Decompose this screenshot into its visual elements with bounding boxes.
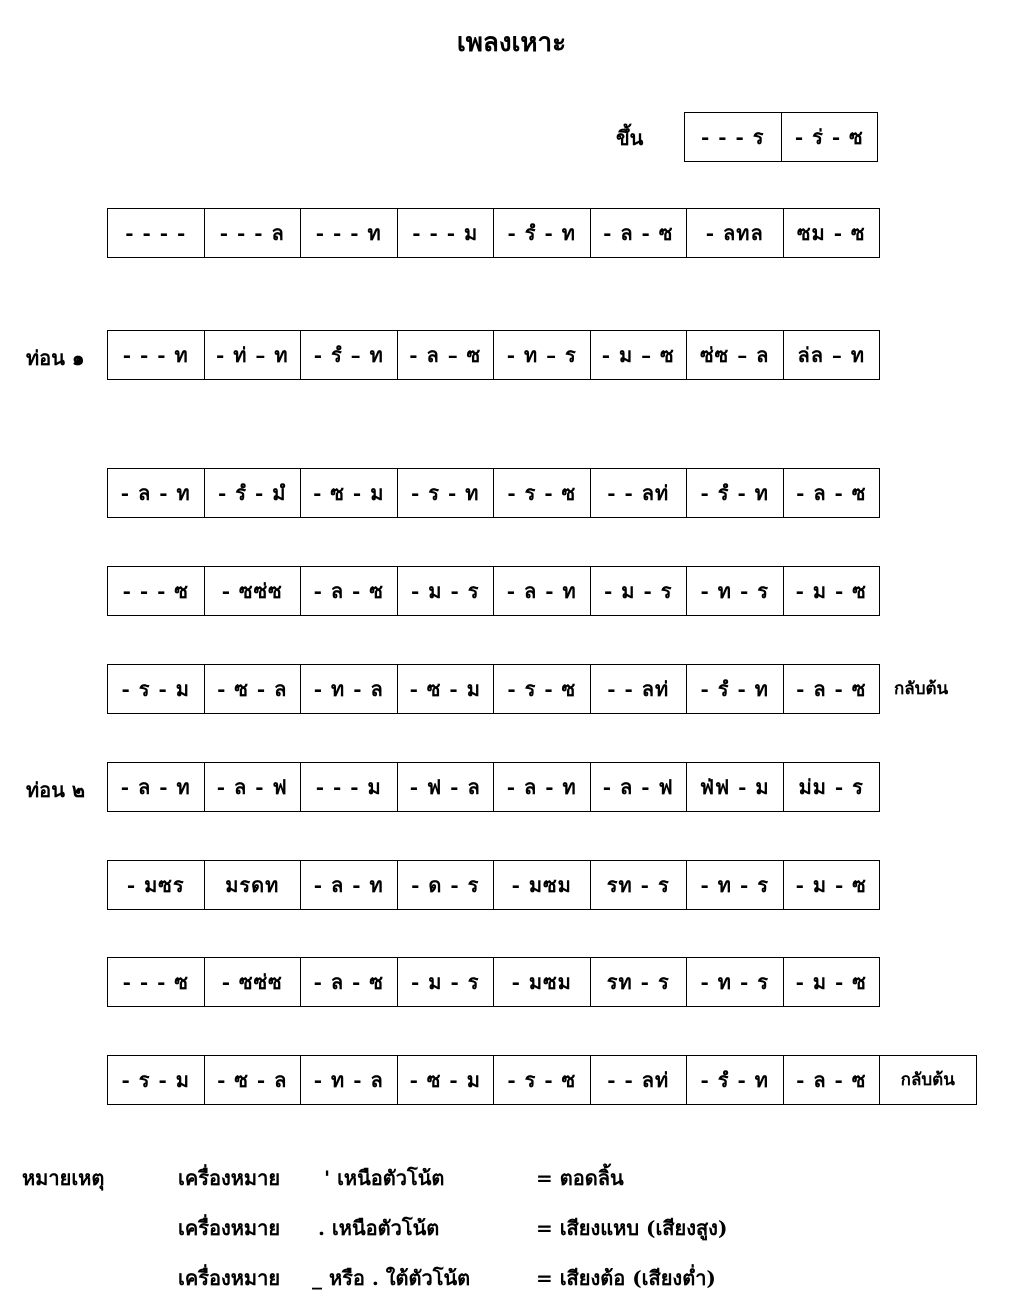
notation-cell: - ท - ร	[687, 861, 784, 910]
notation-cell: - ท - ร	[687, 567, 784, 616]
notation-cell: - ล - ซ	[784, 665, 881, 714]
notation-cell: - ล - ท	[494, 763, 591, 812]
notation-cell: - ด - ร	[398, 861, 495, 910]
notation-row	[107, 762, 880, 812]
note-term: เครื่องหมาย	[178, 1166, 281, 1190]
notes-heading: หมายเหตุ	[22, 1166, 105, 1190]
notation-cell: - ม - ร	[398, 958, 495, 1007]
note-meaning: = เสียงต้อ (เสียงต่ำ)	[536, 1266, 716, 1290]
notation-row	[107, 860, 880, 910]
notation-row	[107, 330, 880, 380]
notation-cell: - รํ - มํ	[205, 469, 302, 518]
intro-cell: - - - ร	[685, 113, 782, 162]
notation-cell: - ม – ซ	[591, 331, 688, 380]
notation-cell: - ล - ท	[494, 567, 591, 616]
notation-cell: - รํ – ท	[301, 331, 398, 380]
notation-row	[107, 468, 880, 518]
notation-cell: - มซร	[108, 861, 205, 910]
notation-cell: - ล - ท	[108, 763, 205, 812]
notation-cell: - ซ - ล	[205, 665, 302, 714]
notation-cell: - รํ - ท	[687, 1056, 784, 1105]
page-title: เพลงเหาะ	[456, 28, 567, 58]
notation-cell: ซม - ซ	[784, 209, 881, 258]
notation-cell: - ร - ม	[108, 665, 205, 714]
return-to-start-note: กลับต้น	[880, 1056, 977, 1105]
notation-cell: รท - ร	[591, 958, 688, 1007]
notation-cell: - ท - ล	[301, 665, 398, 714]
notation-cell: - ล - ฟ	[591, 763, 688, 812]
intro-cell: - ร่ - ซ	[782, 113, 879, 162]
notation-cell: - ล - ซ	[784, 1056, 881, 1105]
notation-cell: มรดท	[205, 861, 302, 910]
note-term: เครื่องหมาย	[178, 1216, 281, 1240]
note-symbol: ' เหนือตัวโน้ต	[324, 1166, 445, 1190]
notation-cell: - - - -	[108, 209, 205, 258]
note-meaning: = ตอดลิ้น	[536, 1166, 624, 1190]
notation-cell: - มซม	[494, 861, 591, 910]
notation-cell: - รํ - ท	[494, 209, 591, 258]
notation-cell: - ซ - ล	[205, 1056, 302, 1105]
notation-cell: - ล - ท	[301, 861, 398, 910]
section-label: ท่อน ๑	[26, 346, 85, 370]
note-symbol: . เหนือตัวโน้ต	[318, 1216, 440, 1240]
notation-cell: - ล - ซ	[301, 958, 398, 1007]
notation-cell: - ม - ซ	[784, 958, 881, 1007]
notation-row	[107, 664, 880, 714]
notation-cell: ฟ่ฟ - ม	[687, 763, 784, 812]
notation-cell: - มซม	[494, 958, 591, 1007]
notation-cell: - - - ม	[301, 763, 398, 812]
intro-row	[684, 112, 878, 162]
notation-cell: - ร - ม	[108, 1056, 205, 1105]
notation-cell: - ล - ซ	[591, 209, 688, 258]
notation-cell: - - - ล	[205, 209, 302, 258]
notation-cell: ซ่ซ – ล	[687, 331, 784, 380]
notation-cell: - ล - ซ	[301, 567, 398, 616]
notation-row	[107, 1055, 977, 1105]
notation-cell: - ร - ซ	[494, 1056, 591, 1105]
notation-cell: - ร - ท	[398, 469, 495, 518]
notation-row	[107, 208, 880, 258]
notation-cell: - ม - ซ	[784, 567, 881, 616]
notation-cell: ล่ล – ท	[784, 331, 881, 380]
notation-cell: - ท - ล	[301, 1056, 398, 1105]
notation-row	[107, 566, 880, 616]
notation-cell: - ท – ร	[494, 331, 591, 380]
notation-cell: - ซซ่ซ	[205, 958, 302, 1007]
notation-cell: - ม - ร	[398, 567, 495, 616]
notation-cell: - - ลท่	[591, 665, 688, 714]
notation-cell: - ม - ร	[591, 567, 688, 616]
notation-cell: - - - ท	[301, 209, 398, 258]
note-symbol: _ หรือ . ใต้ตัวโน้ต	[312, 1266, 471, 1290]
notation-cell: - - ลท่	[591, 469, 688, 518]
return-to-start-note: กลับต้น	[894, 679, 949, 699]
notation-cell: - ม - ซ	[784, 861, 881, 910]
notation-cell: - - - ซ	[108, 567, 205, 616]
notation-cell: - - - ท	[108, 331, 205, 380]
notation-cell: - ล - ฟ	[205, 763, 302, 812]
notation-cell: - - - ม	[398, 209, 495, 258]
notation-cell: - รํ - ท	[687, 469, 784, 518]
notation-cell: - ท่ – ท	[205, 331, 302, 380]
notation-cell: - ล - ท	[108, 469, 205, 518]
notation-cell: - ซ - ม	[398, 1056, 495, 1105]
notation-cell: - - - ซ	[108, 958, 205, 1007]
notation-row	[107, 957, 880, 1007]
notation-cell: - ซซ่ซ	[205, 567, 302, 616]
notation-cell: - ฟ - ล	[398, 763, 495, 812]
notation-cell: - รํ - ท	[687, 665, 784, 714]
intro-label: ขึ้น	[616, 126, 644, 150]
notation-cell: - - ลท่	[591, 1056, 688, 1105]
section-label: ท่อน ๒	[26, 778, 86, 802]
notation-cell: - ลทล	[687, 209, 784, 258]
notation-cell: - ล - ซ	[784, 469, 881, 518]
notation-cell: - ท - ร	[687, 958, 784, 1007]
note-term: เครื่องหมาย	[178, 1266, 281, 1290]
notation-cell: - ร - ซ	[494, 665, 591, 714]
notation-cell: รท - ร	[591, 861, 688, 910]
notation-cell: - ซ - ม	[301, 469, 398, 518]
notation-cell: - ร - ซ	[494, 469, 591, 518]
notation-cell: ม่ม - ร	[784, 763, 881, 812]
note-meaning: = เสียงแหบ (เสียงสูง)	[536, 1216, 728, 1240]
notation-cell: - ล – ซ	[398, 331, 495, 380]
notation-cell: - ซ - ม	[398, 665, 495, 714]
